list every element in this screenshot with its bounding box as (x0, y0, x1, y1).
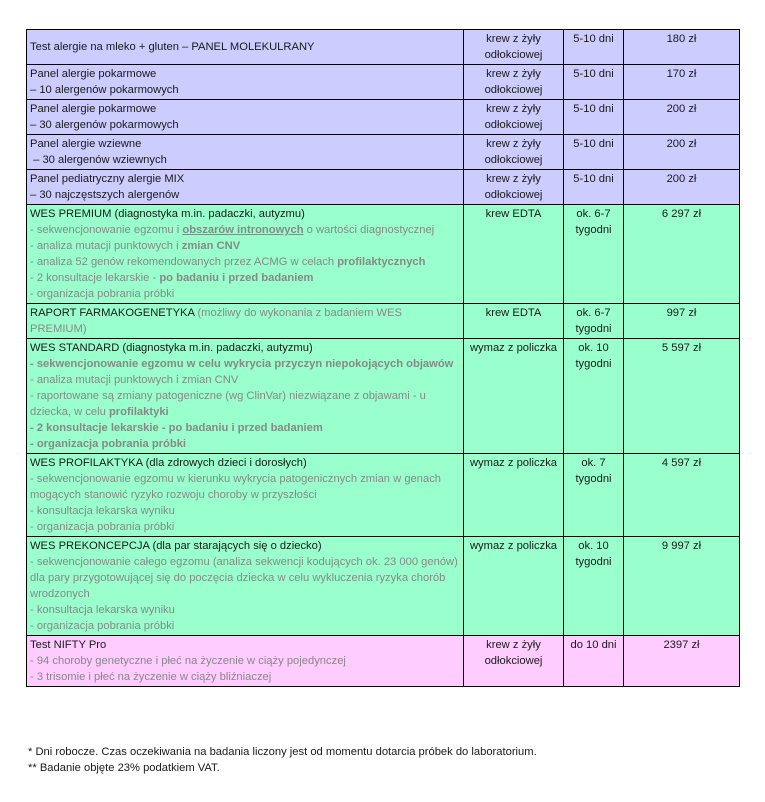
sample-cell: wymaz z policzka (464, 454, 564, 537)
sample-cell: wymaz z policzka (464, 537, 564, 636)
table-row (27, 454, 740, 537)
test-detail: - analiza 52 genów rekomendowanych przez ACMG w celach profilaktycznych (30, 256, 426, 268)
test-detail: - konsultacja lekarska wyniku (30, 604, 175, 616)
price-cell: 9 997 zł (624, 537, 740, 636)
test-detail: - organizacja pobrania próbki (30, 438, 187, 450)
test-subtitle: – 30 alergenów wziewnych (30, 154, 167, 166)
price-cell: 180 zł (624, 30, 740, 65)
time-cell: 5-10 dni (564, 65, 624, 100)
test-detail: - 2 konsultacje lekarskie - po badaniu i przed badaniem (30, 422, 323, 434)
test-subtitle: – 10 alergenów pokarmowych (30, 84, 179, 96)
test-detail: - raportowane są zmiany patogeniczne (wg ClinVar) niezwiązane z objawami - u dziecka, w celu profilaktyki (30, 390, 426, 418)
table-row (27, 170, 740, 205)
price-cell: 6 297 zł (624, 205, 740, 304)
time-cell: 5-10 dni (564, 100, 624, 135)
test-detail: - 94 choroby genetyczne i płeć na życzenie w ciąży pojedynczej (30, 655, 346, 667)
footnote-vat: ** Badanie objęte 23% podatkiem VAT. (28, 762, 220, 774)
test-name-cell (27, 537, 464, 636)
time-cell: 5-10 dni (564, 135, 624, 170)
test-title: Panel alergie pokarmowe (30, 103, 157, 115)
test-subtitle: – 30 alergenów pokarmowych (30, 119, 179, 131)
test-title: WES STANDARD (diagnostyka m.in. padaczki, autyzmu) (30, 342, 313, 354)
price-cell: 200 zł (624, 170, 740, 205)
test-detail: - 2 konsultacje lekarskie - po badaniu i przed badaniem (30, 272, 314, 284)
test-name-cell (27, 65, 464, 100)
price-cell: 200 zł (624, 100, 740, 135)
sample-cell: krew z żyły odłokciowej (464, 100, 564, 135)
test-name-cell (27, 135, 464, 170)
table-row (27, 100, 740, 135)
test-detail: - konsultacja lekarska wyniku (30, 505, 175, 517)
time-cell: ok. 6-7 tygodni (564, 304, 624, 339)
price-cell: 5 597 zł (624, 339, 740, 454)
test-note: (możliwy do wykonania z badaniem WES PREMIUM) (30, 307, 403, 335)
time-cell: ok. 7 tygodni (564, 454, 624, 537)
price-cell: 4 597 zł (624, 454, 740, 537)
test-title: WES PREMIUM (diagnostyka m.in. padaczki, autyzmu) (30, 208, 305, 220)
test-name-cell (27, 30, 464, 65)
price-cell: 200 zł (624, 135, 740, 170)
price-cell: 170 zł (624, 65, 740, 100)
table-row (27, 30, 740, 65)
test-title: WES PROFILAKTYKA (dla zdrowych dzieci i dorosłych) (30, 457, 307, 469)
sample-cell: krew EDTA (464, 205, 564, 304)
table-row (27, 339, 740, 454)
test-title: WES PREKONCEPCJA (dla par starających się o dziecko) (30, 540, 322, 552)
time-cell: do 10 dni (564, 636, 624, 687)
time-cell: 5-10 dni (564, 170, 624, 205)
test-detail: - 3 trisomie i płeć na życzenie w ciąży bliźniaczej (30, 671, 272, 683)
time-cell: ok. 10 tygodni (564, 537, 624, 636)
test-title: Panel alergie pokarmowe (30, 68, 157, 80)
table-row (27, 537, 740, 636)
test-title: Panel pediatryczny alergie MIX (30, 173, 185, 185)
price-table (26, 29, 740, 687)
test-title: Panel alergie wziewne (30, 138, 142, 150)
test-name-cell (27, 636, 464, 687)
price-cell: 2397 zł (624, 636, 740, 687)
time-cell: ok. 10 tygodni (564, 339, 624, 454)
sample-cell: krew z żyły odłokciowej (464, 135, 564, 170)
sample-cell: wymaz z policzka (464, 339, 564, 454)
sample-cell: krew z żyły odłokciowej (464, 170, 564, 205)
sample-cell: krew EDTA (464, 304, 564, 339)
sample-cell: krew z żyły odłokciowej (464, 65, 564, 100)
test-name-cell (27, 205, 464, 304)
footnote-working-days: * Dni robocze. Czas oczekiwania na badania liczony jest od momentu dotarcia próbek do laboratorium. (28, 746, 537, 758)
test-detail: - organizacja pobrania próbki (30, 288, 175, 300)
test-name-cell (27, 170, 464, 205)
test-title: Test alergie na mleko + gluten – PANEL MOLEKULRANY (30, 41, 315, 53)
test-name-cell (27, 454, 464, 537)
test-detail: - sekwencjonowanie egzomu i obszarów intronowych o wartości diagnostycznej (30, 224, 435, 236)
test-detail: - sekwencjonowanie całego egzomu (analiza sekwencji kodujących ok. 23 000 genów) dla pary przygotowującej się do poczęcia dziecka w celu wykluczenia ryzyka chorób wrodzonych (30, 556, 458, 600)
footnotes (28, 744, 537, 776)
table-row (27, 65, 740, 100)
test-detail: - organizacja pobrania próbki (30, 521, 175, 533)
test-name-cell (27, 100, 464, 135)
table-row (27, 205, 740, 304)
test-subtitle: – 30 najczęstszych alergenów (30, 189, 180, 201)
table-row (27, 304, 740, 339)
test-detail: - analiza mutacji punktowych i zmian CNV (30, 240, 241, 252)
test-title: RAPORT FARMAKOGENETYKA (30, 307, 195, 319)
table-row (27, 636, 740, 687)
price-cell: 997 zł (624, 304, 740, 339)
time-cell: ok. 6-7 tygodni (564, 205, 624, 304)
test-detail: - sekwencjonowanie egzomu w celu wykrycia przyczyn niepokojących objawów (30, 358, 454, 370)
table-row (27, 135, 740, 170)
test-name-cell (27, 339, 464, 454)
sample-cell: krew z żyły odłokciowej (464, 30, 564, 65)
test-name-cell (27, 304, 464, 339)
sample-cell: krew z żyły odłokciowej (464, 636, 564, 687)
test-detail: - sekwencjonowanie egzomu w kierunku wykrycia patogenicznych zmian w genach mogących stanowić ryzyko rozwoju choroby w przyszłości (30, 473, 442, 501)
test-detail: - organizacja pobrania próbki (30, 620, 175, 632)
test-title: Test NIFTY Pro (30, 639, 107, 651)
test-detail: - analiza mutacji punktowych i zmian CNV (30, 374, 239, 386)
time-cell: 5-10 dni (564, 30, 624, 65)
